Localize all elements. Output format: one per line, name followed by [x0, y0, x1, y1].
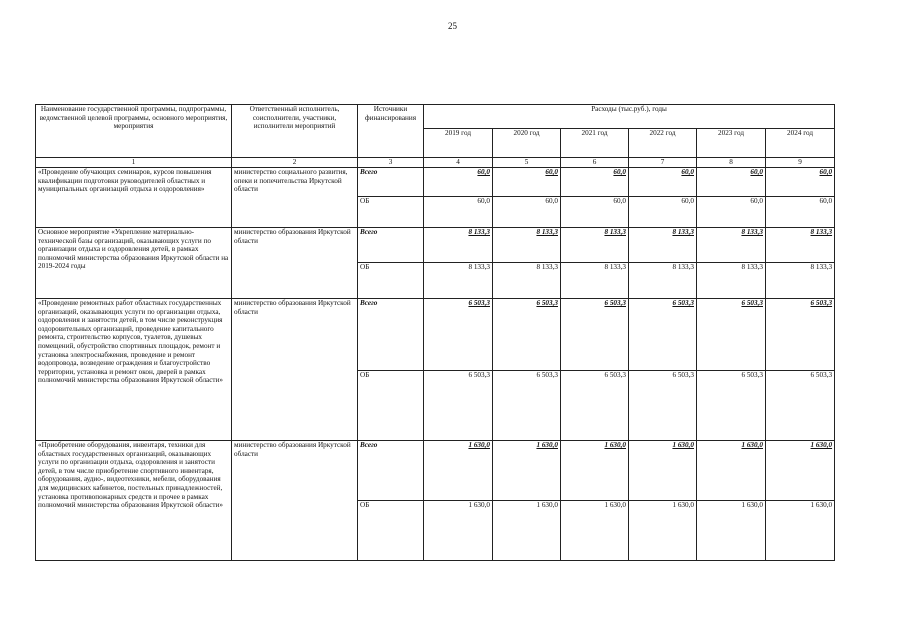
measure-executor: министерство образования Иркутской области — [232, 228, 358, 299]
source-sub-label: ОБ — [358, 371, 424, 441]
measure-name: «Проведение обучающих семинаров, курсов повышения квалификации подготовки руководителей областных и муниципальных организаций отдыха и оздоровления» — [36, 168, 232, 228]
sub-value: 60,0 — [629, 197, 697, 228]
measure-executor: министерство образования Иркутской области — [232, 299, 358, 441]
source-sub-label: ОБ — [358, 501, 424, 561]
total-value: 8 133,3 — [561, 228, 629, 263]
source-sub-label: ОБ — [358, 263, 424, 299]
sub-value: 1 630,0 — [424, 501, 493, 561]
header-year: 2024 год — [766, 129, 835, 158]
total-value: 60,0 — [766, 168, 835, 197]
measure-executor: министерство образования Иркутской области — [232, 441, 358, 561]
table-row — [36, 441, 835, 501]
sub-value: 1 630,0 — [561, 501, 629, 561]
sub-value: 60,0 — [493, 197, 561, 228]
total-value: 8 133,3 — [629, 228, 697, 263]
sub-value: 1 630,0 — [697, 501, 766, 561]
sub-value: 60,0 — [766, 197, 835, 228]
sub-value: 8 133,3 — [561, 263, 629, 299]
total-value: 6 503,3 — [766, 299, 835, 371]
header-year: 2023 год — [697, 129, 766, 158]
source-sub-label: ОБ — [358, 197, 424, 228]
header-source: Источники финансирования — [358, 105, 424, 158]
total-value: 6 503,3 — [697, 299, 766, 371]
source-total-label: Всего — [358, 441, 424, 501]
sub-value: 6 503,3 — [766, 371, 835, 441]
total-value: 1 630,0 — [766, 441, 835, 501]
header-year: 2020 год — [493, 129, 561, 158]
measure-name: «Проведение ремонтных работ областных государственных организаций, оказывающих услуги по организации отдыха, оздоровления и занятости детей, в том числе реконструкция оздоровительных организаций, проведение капитального ремонта, строительство корпусов, туалетов, душевых помещений, обустройство спортивных площадок, ремонт и установка электроснабжения, проведение и ремонт водопровода, возведение ограждения и благоустройство территории, установка и ремонт окон, дверей в рамках полномочий министерства образования Иркутской области» — [36, 299, 232, 441]
source-total-label: Всего — [358, 299, 424, 371]
total-value: 1 630,0 — [493, 441, 561, 501]
column-number: 3 — [358, 158, 424, 168]
sub-value: 60,0 — [697, 197, 766, 228]
table-row — [36, 228, 835, 263]
total-value: 6 503,3 — [629, 299, 697, 371]
header-year: 2022 год — [629, 129, 697, 158]
total-value: 1 630,0 — [697, 441, 766, 501]
total-value: 8 133,3 — [493, 228, 561, 263]
sub-value: 1 630,0 — [629, 501, 697, 561]
total-value: 8 133,3 — [697, 228, 766, 263]
total-value: 1 630,0 — [561, 441, 629, 501]
column-number: 5 — [493, 158, 561, 168]
total-value: 1 630,0 — [629, 441, 697, 501]
table-row — [36, 299, 835, 371]
sub-value: 60,0 — [424, 197, 493, 228]
measure-name: Основное мероприятие «Укрепление материально-технической базы организаций, оказывающих услуги по организации отдыха и оздоровления детей, в рамках полномочий министерства образования Иркутской области на 2019-2024 годы — [36, 228, 232, 299]
column-number: 1 — [36, 158, 232, 168]
header-year: 2019 год — [424, 129, 493, 158]
total-value: 60,0 — [561, 168, 629, 197]
header-expenses: Расходы (тыс.руб.), годы — [424, 105, 835, 129]
sub-value: 6 503,3 — [424, 371, 493, 441]
header-row — [36, 105, 835, 129]
source-total-label: Всего — [358, 168, 424, 197]
header-name: Наименование государственной программы, подпрограммы, ведомственной целевой программы, основного мероприятия, мероприятия — [36, 105, 232, 158]
sub-value: 60,0 — [561, 197, 629, 228]
sub-value: 8 133,3 — [629, 263, 697, 299]
sub-value: 6 503,3 — [697, 371, 766, 441]
header-executor: Ответственный исполнитель, соисполнители, участники, исполнители мероприятий — [232, 105, 358, 158]
sub-value: 8 133,3 — [766, 263, 835, 299]
total-value: 6 503,3 — [424, 299, 493, 371]
sub-value: 8 133,3 — [493, 263, 561, 299]
measure-name: «Приобретение оборудования, инвентаря, техники для областных государственных организаций, оказывающих услуги по организации отдыха, оздоровления и занятости детей, в том числе приобретение спортивного инвентаря, оборудования, аудио-, видеотехники, мебели, оборудования для медицинских кабинетов, постельных принадлежностей, установка противопожарных средств и прочее в рамках полномочий министерства образования Иркутской области» — [36, 441, 232, 561]
column-number: 4 — [424, 158, 493, 168]
total-value: 8 133,3 — [766, 228, 835, 263]
column-numbers-row — [36, 158, 835, 168]
column-number: 7 — [629, 158, 697, 168]
sub-value: 6 503,3 — [493, 371, 561, 441]
page-number: 25 — [448, 21, 457, 31]
sub-value: 1 630,0 — [766, 501, 835, 561]
total-value: 6 503,3 — [493, 299, 561, 371]
total-value: 6 503,3 — [561, 299, 629, 371]
total-value: 60,0 — [629, 168, 697, 197]
total-value: 8 133,3 — [424, 228, 493, 263]
measure-executor: министерство социального развития, опеки и попечительства Иркутской области — [232, 168, 358, 228]
column-number: 9 — [766, 158, 835, 168]
total-value: 60,0 — [697, 168, 766, 197]
sub-value: 8 133,3 — [697, 263, 766, 299]
header-year: 2021 год — [561, 129, 629, 158]
sub-value: 1 630,0 — [493, 501, 561, 561]
sub-value: 8 133,3 — [424, 263, 493, 299]
source-total-label: Всего — [358, 228, 424, 263]
total-value: 60,0 — [424, 168, 493, 197]
total-value: 1 630,0 — [424, 441, 493, 501]
column-number: 8 — [697, 158, 766, 168]
sub-value: 6 503,3 — [561, 371, 629, 441]
sub-value: 6 503,3 — [629, 371, 697, 441]
column-number: 2 — [232, 158, 358, 168]
total-value: 60,0 — [493, 168, 561, 197]
column-number: 6 — [561, 158, 629, 168]
expenses-table — [35, 104, 835, 561]
table-row — [36, 168, 835, 197]
